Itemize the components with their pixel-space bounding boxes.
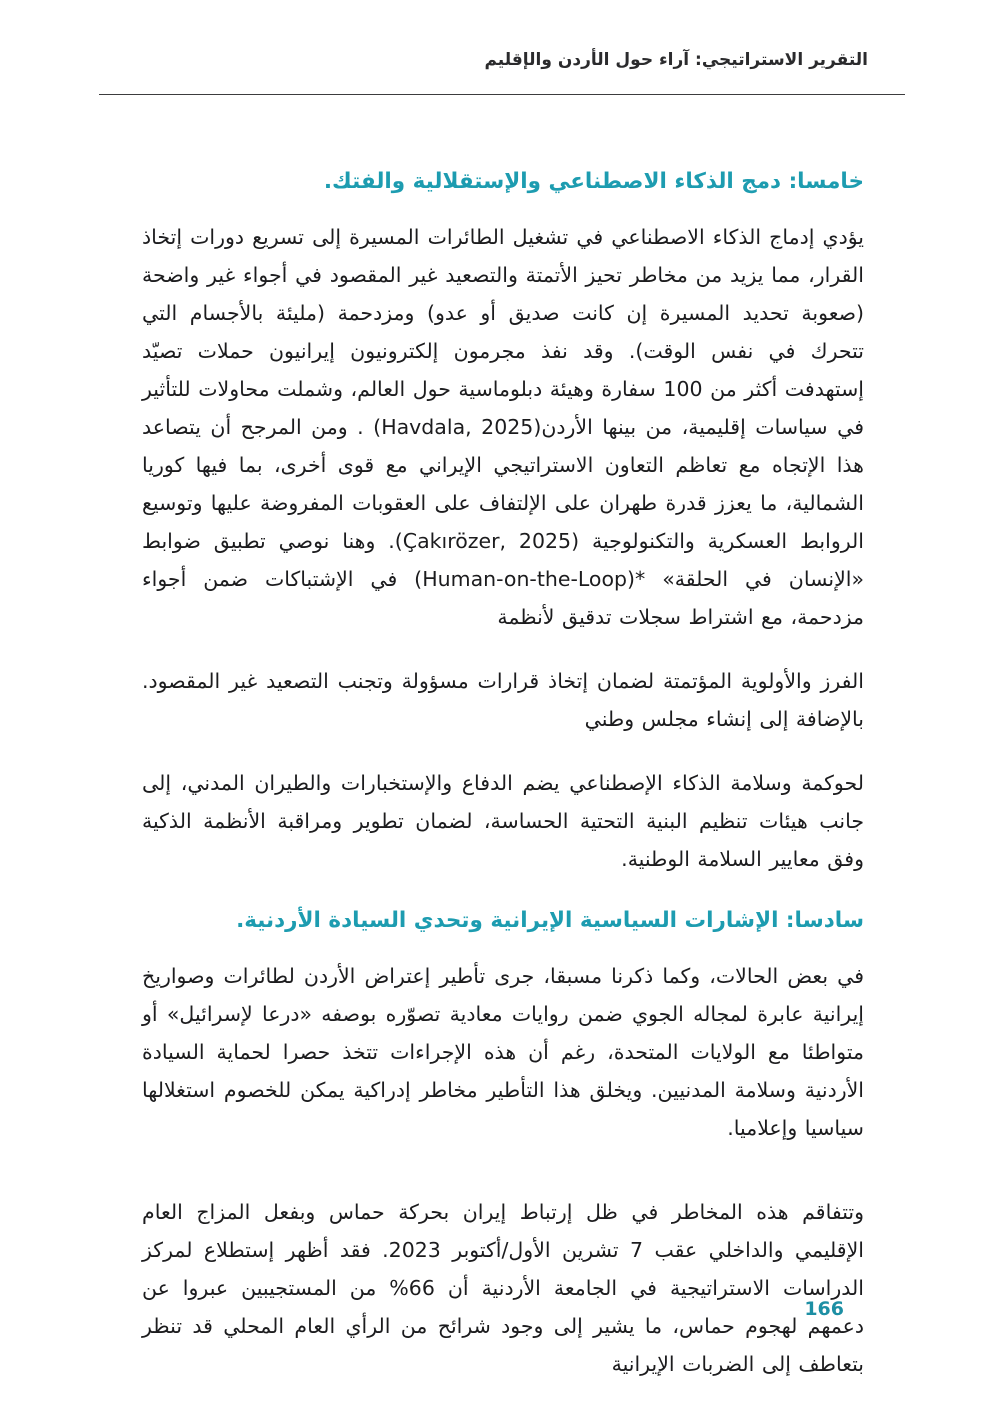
running-header: التقرير الاستراتيجي: آراء حول الأردن والإقليم (484, 50, 868, 70)
page-number: 166 (804, 1298, 844, 1320)
paragraph-automated-triage: الفرز والأولوية المؤتمتة لضمان إتخاذ قرارات مسؤولة وتجنب التصعيد غير المقصود. بالإضافة إلى إنشاء مجلس وطني (142, 669, 864, 731)
page-body (0, 169, 1004, 1383)
header-rule (99, 94, 905, 95)
paragraph-iranian-framing: في بعض الحالات، وكما ذكرنا مسبقا، جرى تأطير إعتراض الأردن لطائرات وصواريخ إيرانية عابرة لمجاله الجوي ضمن روايات معادية تصوّره بوصفه «درعا لإسرائيل» أو متواطئا مع الولايات المتحدة، رغم أن هذه الإجراءات تتخذ حصرا لحماية السيادة الأردنية وسلامة المدنيين. ويخلق هذا التأطير مخاطر إدراكية يمكن للخصوم استغلالها سياسيا وإعلاميا. (142, 964, 864, 1140)
paragraph-ai-integration: يؤدي إدماج الذكاء الاصطناعي في تشغيل الطائرات المسيرة إلى تسريع دورات إتخاذ القرار، مما يزيد من مخاطر تحيز الأتمتة والتصعيد غير المقصود في أجواء غير واضحة (صعوبة تحديد المسيرة إن كانت صديق أو عدو) ومزدحمة (مليئة بالأجسام التي تتحرك في نفس الوقت). وقد نفذ مجرمون إلكترونيون إيرانيون حملات تصيّد إستهدفت أكثر من 100 سفارة وهيئة دبلوماسية حول العالم، وشملت محاولات للتأثير في سياسات إقليمية، من بينها الأردن(Havdala, 2025) . ومن المرجح أن يتصاعد هذا الإتجاه مع تعاظم التعاون الاستراتيجي الإيراني مع قوى أخرى، بما فيها كوريا الشمالية، ما يعزز قدرة طهران على الإلتفاف على العقوبات المفروضة عليها وتوسيع الروابط العسكرية والتكنولوجية (Çakırözer, 2025). وهنا نوصي تطبيق ضوابط «الإنسان في الحلقة» *(Human-on-the-Loop) في الإشتباكات ضمن أجواء مزدحمة، مع اشتراط سجلات تدقيق لأنظمة (142, 225, 864, 629)
paragraph-public-opinion: وتتفاقم هذه المخاطر في ظل إرتباط إيران بحركة حماس وبفعل المزاج العام الإقليمي والداخلي عقب 7 تشرين الأول/أكتوبر 2023. فقد أظهر إستطلاع لمركز الدراسات الاستراتيجية في الجامعة الأردنية أن 66% من المستجيبين عبروا عن دعمهم لهجوم حماس، ما يشير إلى وجود شرائح من الرأي العام المحلي قد تنظر بتعاطف إلى الضربات الإيرانية (142, 1200, 864, 1376)
section-heading-sixth: سادسا: الإشارات السياسية الإيرانية وتحدي السيادة الأردنية. (236, 908, 864, 933)
page-header (0, 50, 1004, 70)
section-heading-fifth: خامسا: دمج الذكاء الاصطناعي والإستقلالية والفتك. (323, 169, 864, 194)
paragraph-ai-governance-council: لحوكمة وسلامة الذكاء الإصطناعي يضم الدفاع والإستخبارات والطيران المدني، إلى جانب هيئات تنظيم البنية التحتية الحساسة، لضمان تطوير ومراقبة الأنظمة الذكية وفق معايير السلامة الوطنية. (142, 771, 864, 871)
